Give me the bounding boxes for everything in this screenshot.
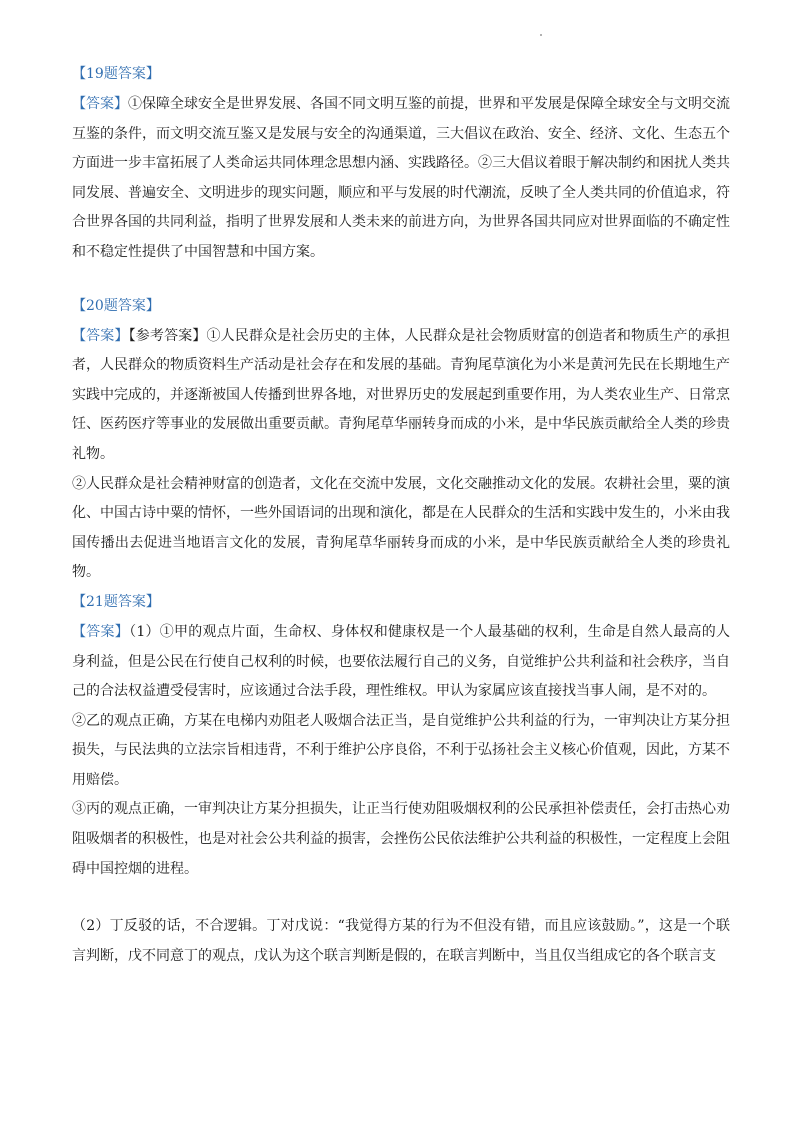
answer-paragraph xyxy=(72,912,730,971)
page-speck xyxy=(540,34,542,36)
answer-tag: 【答案】 xyxy=(72,327,129,344)
answer-text: ②乙的观点正确，方某在电梯内劝阻老人吸烟合法正当，是自觉维护公共利益的行为，一审判决让方某分担损失，与民法典的立法宗旨相违背，不利于维护公序良俗，不利于弘扬社会主义核心价值观，因此，方某不用赔偿。 xyxy=(72,712,730,788)
section-heading: 【21题答案】 xyxy=(72,593,160,610)
answer-paragraph xyxy=(72,795,730,884)
answer-content xyxy=(72,64,730,971)
answer-paragraph xyxy=(72,618,730,707)
answer-text: ②人民群众是社会精神财富的创造者，文化在交流中发展，文化交融推动文化的发展。农耕社会里，粟的演化、中国古诗中粟的情怀，一些外国语词的出现和演化，都是在人民群众的生活和实践中发生的，小米由我国传播出去促进当地语言文化的发展，青狗尾草华丽转身而成的小米，是中华民族贡献给全人类的珍贵礼物。 xyxy=(72,475,730,581)
answer-paragraph xyxy=(72,322,730,470)
answer-text: ①保障全球安全是世界发展、各国不同文明互鉴的前提，世界和平发展是保障全球安全与文明交流互鉴的条件，而文明交流互鉴又是发展与安全的沟通渠道，三大倡议在政治、安全、经济、文化、生态五个方面进一步丰富拓展了人类命运共同体理念思想内涵、实践路径。②三大倡议着眼于解决制约和困扰人类共同发展、普遍安全、文明进步的现实问题，顺应和平与发展的时代潮流，反映了全人类共同的价值追求，符合世界各国的共同利益，指明了世界发展和人类未来的前进方向，为世界各国共同应对世界面临的不确定性和不稳定性提供了中国智慧和中国方案。 xyxy=(72,96,730,260)
answer-section-20 xyxy=(72,296,730,588)
answer-tag: 【答案】 xyxy=(72,96,128,112)
answer-paragraph xyxy=(72,90,730,268)
answer-text: （2）丁反驳的话，不合逻辑。丁对戊说：“我觉得方某的行为不但没有错，而且应该鼓励。”，这是一个联言判断，戊不同意丁的观点，戊认为这个联言判断是假的，在联言判断中，当且仅当组成它的各个联言支 xyxy=(72,918,730,964)
answer-paragraph xyxy=(72,707,730,796)
answer-text: （1）①甲的观点片面，生命权、身体权和健康权是一个人最基础的权利，生命是自然人最高的人身利益，但是公民在行使自己权利的时候，也要依法履行自己的义务，自觉维护公共利益和社会秩序，当自己的合法权益遭受侵害时，应该通过合法手段，理性维权。甲认为家属应该直接找当事人闹，是不对的。 xyxy=(72,623,731,700)
answer-text: 【参考答案】①人民群众是社会历史的主体，人民群众是社会物质财富的创造者和物质生产的承担者，人民群众的物质资料生产活动是社会存在和发展的基础。青狗尾草演化为小米是黄河先民在长期地生产实践中完成的，并逐渐被国人传播到世界各地，对世界历史的发展起到重要作用，为人类农业生产、日常烹饪、医药医疗等事业的发展做出重要贡献。青狗尾草华丽转身而成的小米，是中华民族贡献给全人类的珍贵礼物。 xyxy=(72,327,730,462)
section-heading: 【19题答案】 xyxy=(72,66,160,82)
answer-tag: 【答案】 xyxy=(72,623,130,640)
section-heading: 【20题答案】 xyxy=(72,297,160,314)
answer-text: ③丙的观点正确，一审判决让方某分担损失，让正当行使劝阻吸烟权利的公民承担补偿责任，会打击热心劝阻吸烟者的积极性，也是对社会公共利益的损害，会挫伤公民依法维护公共利益的积极性，一定程度上会阻碍中国控烟的进程。 xyxy=(72,801,730,877)
answer-section-19 xyxy=(72,64,730,268)
answer-section-21 xyxy=(72,592,730,972)
answer-paragraph xyxy=(72,470,730,588)
